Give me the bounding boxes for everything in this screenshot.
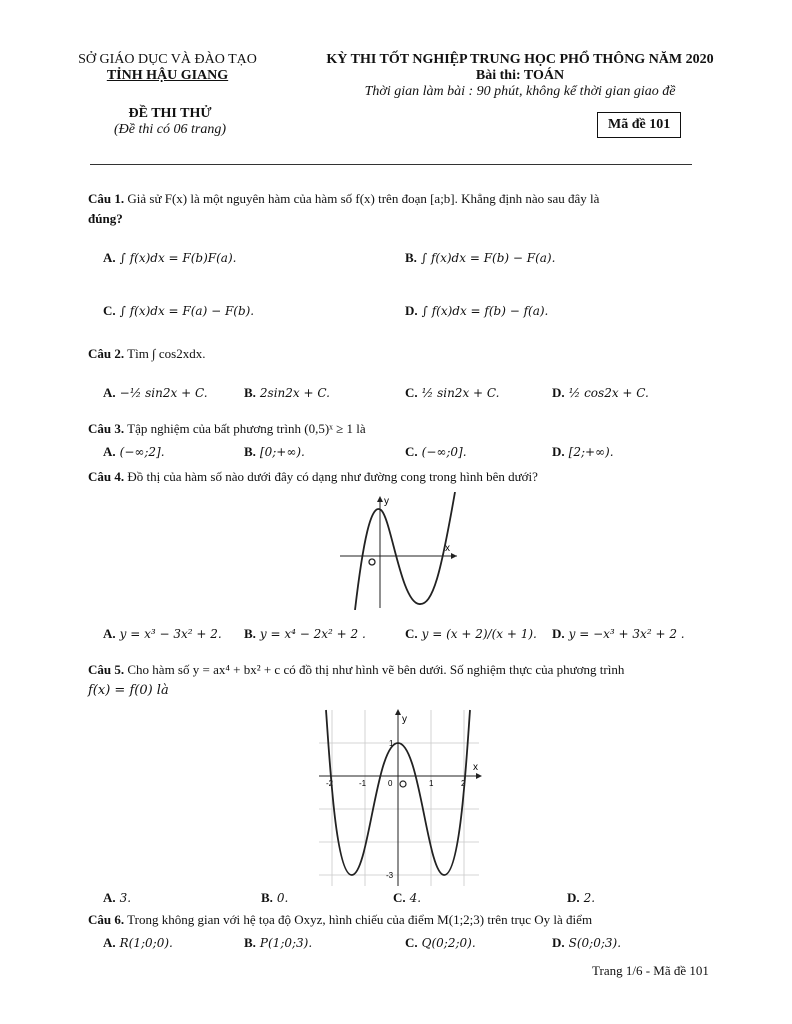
question-1 (88, 190, 728, 208)
q5-c-value: 4. (409, 891, 422, 905)
q5-x-arrow (476, 773, 482, 779)
q6-b-value: P(1;0;3). (259, 936, 313, 950)
q5-b-label: B. (261, 890, 273, 905)
q5-tick-y-neg3: -3 (386, 871, 394, 880)
q1-d-label: D. (405, 303, 418, 318)
q3-d-label: D. (552, 444, 565, 459)
exam-time: Thời gian làm bài : 90 phút, không kể thời gian giao đề (364, 84, 676, 99)
q5-text: Cho hàm số y = ax⁴ + bx² + c có đồ thị như hình vẽ bên dưới. Số nghiệm thực của phương trình (127, 662, 625, 677)
q3-label: Câu 3. (88, 421, 125, 436)
exam-type-block (75, 106, 265, 138)
exam-type: ĐỀ THI THỬ (128, 106, 212, 121)
q5-option-c[interactable] (393, 890, 421, 906)
q3-d-value: [2;+∞). (568, 445, 614, 459)
question-3 (88, 420, 366, 438)
q5-a-label: A. (103, 890, 116, 905)
q3-option-a[interactable] (103, 444, 165, 460)
q4-option-b[interactable] (244, 626, 366, 642)
q2-d-label: D. (552, 385, 565, 400)
q4-d-label: D. (552, 626, 565, 641)
q1-a-value: ∫ f(x)dx = F(b)F(a). (119, 251, 237, 265)
header-right (290, 52, 750, 100)
q5-tick-y-1: 1 (389, 739, 394, 748)
q5-tick-x-neg1: -1 (359, 779, 367, 788)
q2-c-value: ½ sin2x + C. (421, 386, 500, 400)
q6-d-value: S(0;0;3). (568, 936, 622, 950)
q6-option-b[interactable] (244, 935, 312, 951)
q5-quartic-graph (314, 706, 486, 888)
q2-a-value: −½ sin2x + C. (119, 386, 208, 400)
q4-cubic-graph (335, 492, 465, 610)
q4-option-c[interactable] (405, 626, 537, 642)
q1-c-label: C. (103, 303, 116, 318)
q6-a-value: R(1;0;0). (119, 936, 173, 950)
q4-a-value: y = x³ − 3x² + 2. (119, 627, 222, 641)
q5-y-label: y (402, 714, 407, 725)
q4-y-label: y (384, 496, 389, 507)
q6-option-c[interactable] (405, 935, 476, 951)
q2-b-label: B. (244, 385, 256, 400)
q2-option-a[interactable] (103, 385, 208, 401)
q5-tick-x-2: 2 (461, 779, 466, 788)
q5-label: Câu 5. (88, 662, 125, 677)
q1-d-value: ∫ f(x)dx = f(b) − f(a). (421, 304, 549, 318)
q2-option-b[interactable] (244, 385, 330, 401)
q6-label: Câu 6. (88, 912, 125, 927)
q2-option-d[interactable] (552, 385, 649, 401)
q6-option-d[interactable] (552, 935, 621, 951)
q3-option-c[interactable] (405, 444, 467, 460)
q5-c-label: C. (393, 890, 406, 905)
pages-note: (Đề thi có 06 trang) (114, 122, 226, 137)
question-4 (88, 468, 538, 486)
q5-option-a[interactable] (103, 890, 131, 906)
q5-d-value: 2. (583, 891, 596, 905)
q1-text-cont: đúng? (88, 211, 123, 226)
q6-c-value: Q(0;2;0). (421, 936, 476, 950)
q4-option-d[interactable] (552, 626, 685, 642)
q3-b-label: B. (244, 444, 256, 459)
q4-a-label: A. (103, 626, 116, 641)
q1-a-label: A. (103, 250, 116, 265)
q4-y-arrow (377, 496, 383, 502)
q5-option-b[interactable] (261, 890, 288, 906)
q5-y-arrow (395, 709, 401, 715)
q4-x-label: x (445, 543, 450, 554)
q3-option-d[interactable] (552, 444, 614, 460)
q5-b-value: 0. (276, 891, 289, 905)
q1-c-value: ∫ f(x)dx = F(a) − F(b). (119, 304, 255, 318)
q4-x-arrow (451, 553, 457, 559)
q3-b-value: [0;+∞). (259, 445, 305, 459)
q1-option-a[interactable] (103, 250, 236, 266)
q3-option-b[interactable] (244, 444, 305, 460)
q3-text: Tập nghiệm của bất phương trình (0,5)ˣ ≥ 1 là (127, 421, 366, 436)
province-name: TỈNH HẬU GIANG (106, 68, 229, 83)
q2-label: Câu 2. (88, 346, 125, 361)
q1-text: Giả sử F(x) là một nguyên hàm của hàm số f(x) trên đoạn [a;b]. Khẳng định nào sau đây là (127, 191, 600, 206)
header-divider (90, 164, 692, 165)
q1-option-d[interactable] (405, 303, 548, 319)
q2-option-c[interactable] (405, 385, 499, 401)
q1-option-c[interactable] (103, 303, 254, 319)
q6-text: Trong không gian với hệ tọa độ Oxyz, hình chiếu của điểm M(1;2;3) trên trục Oy là điểm (127, 912, 593, 927)
q4-curve (355, 492, 455, 610)
q4-d-value: y = −x³ + 3x² + 2 . (568, 627, 685, 641)
q4-b-value: y = x⁴ − 2x² + 2 . (259, 627, 366, 641)
question-6 (88, 911, 728, 929)
q2-a-label: A. (103, 385, 116, 400)
q6-d-label: D. (552, 935, 565, 950)
q5-text-cont: f(x) = f(0) là (88, 683, 169, 698)
exam-subject: Bài thi: TOÁN (475, 68, 565, 83)
q5-d-label: D. (567, 890, 580, 905)
q1-b-value: ∫ f(x)dx = F(b) − F(a). (420, 251, 556, 265)
exam-code-box: Mã đề 101 (597, 112, 681, 138)
q1-label: Câu 1. (88, 191, 125, 206)
q3-c-value: (−∞;0]. (421, 445, 467, 459)
q3-a-label: A. (103, 444, 116, 459)
q6-c-label: C. (405, 935, 418, 950)
q1-option-b[interactable] (405, 250, 555, 266)
q4-c-label: C. (405, 626, 418, 641)
q6-option-a[interactable] (103, 935, 173, 951)
question-5 (88, 661, 728, 679)
q3-c-label: C. (405, 444, 418, 459)
q4-c-value: y = (x + 2)/(x + 1). (421, 627, 537, 641)
q4-label: Câu 4. (88, 469, 125, 484)
department-name: SỞ GIÁO DỤC VÀ ĐÀO TẠO (78, 52, 257, 67)
q2-c-label: C. (405, 385, 418, 400)
q5-tick-x-1: 1 (429, 779, 434, 788)
page-footer: Trang 1/6 - Mã đề 101 (592, 963, 709, 978)
q2-b-value: 2sin2x + C. (259, 386, 330, 400)
header-left (55, 52, 280, 84)
q3-a-value: (−∞;2]. (119, 445, 165, 459)
q6-b-label: B. (244, 935, 256, 950)
q5-option-d[interactable] (567, 890, 595, 906)
q5-tick-x-0: 0 (388, 779, 393, 788)
q5-origin-marker (400, 781, 406, 787)
q4-b-label: B. (244, 626, 256, 641)
q5-x-label: x (473, 762, 478, 773)
q5-a-value: 3. (119, 891, 132, 905)
q5-tick-x-neg2: -2 (326, 779, 334, 788)
question-2 (88, 345, 205, 363)
exam-title: KỲ THI TỐT NGHIỆP TRUNG HỌC PHỔ THÔNG NĂM 2020 (326, 52, 714, 67)
q2-text: Tìm ∫ cos2xdx. (127, 346, 206, 361)
q4-origin-marker (369, 559, 375, 565)
q4-text: Đồ thị của hàm số nào dưới đây có dạng như đường cong trong hình bên dưới? (127, 469, 538, 484)
q2-d-value: ½ cos2x + C. (568, 386, 649, 400)
q4-option-a[interactable] (103, 626, 222, 642)
q6-a-label: A. (103, 935, 116, 950)
q1-b-label: B. (405, 250, 417, 265)
